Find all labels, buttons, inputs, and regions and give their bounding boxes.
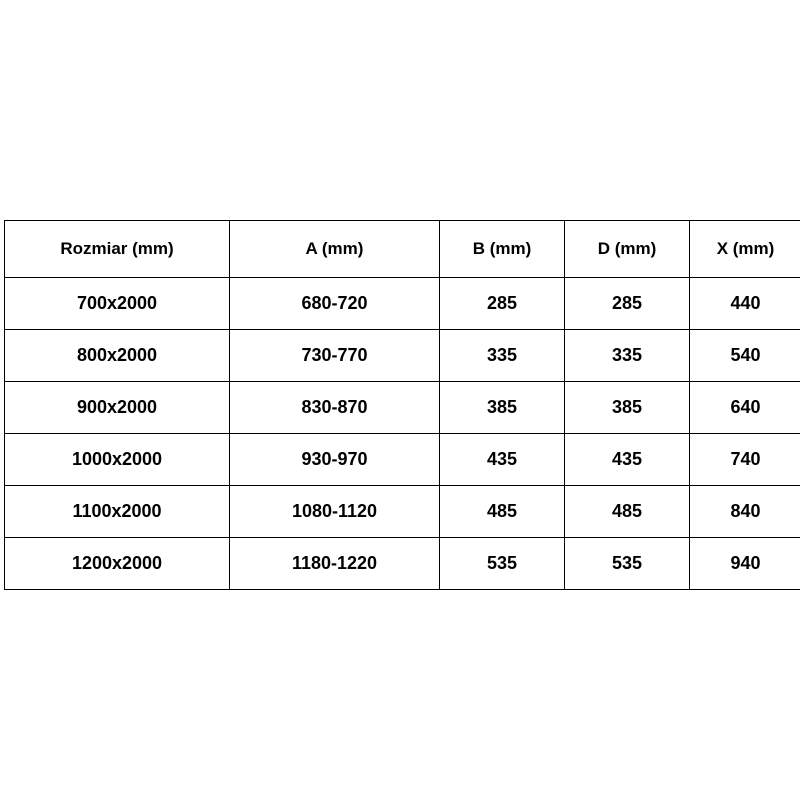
cell-d: 535 bbox=[565, 538, 690, 590]
column-header-d: D (mm) bbox=[565, 221, 690, 278]
cell-x: 640 bbox=[690, 382, 800, 434]
specification-table-container bbox=[4, 220, 796, 590]
table-body bbox=[5, 278, 800, 590]
cell-b: 285 bbox=[440, 278, 565, 330]
table-row bbox=[5, 278, 800, 330]
cell-b: 385 bbox=[440, 382, 565, 434]
cell-size: 700x2000 bbox=[5, 278, 230, 330]
cell-d: 285 bbox=[565, 278, 690, 330]
table-header-row bbox=[5, 221, 800, 278]
cell-size: 800x2000 bbox=[5, 330, 230, 382]
cell-d: 385 bbox=[565, 382, 690, 434]
column-header-size: Rozmiar (mm) bbox=[5, 221, 230, 278]
cell-x: 540 bbox=[690, 330, 800, 382]
cell-d: 335 bbox=[565, 330, 690, 382]
cell-size: 1000x2000 bbox=[5, 434, 230, 486]
table-header bbox=[5, 221, 800, 278]
cell-size: 1100x2000 bbox=[5, 486, 230, 538]
cell-size: 1200x2000 bbox=[5, 538, 230, 590]
cell-a: 730-770 bbox=[230, 330, 440, 382]
cell-a: 1080-1120 bbox=[230, 486, 440, 538]
cell-b: 335 bbox=[440, 330, 565, 382]
table-row bbox=[5, 330, 800, 382]
cell-a: 930-970 bbox=[230, 434, 440, 486]
table-row bbox=[5, 486, 800, 538]
cell-a: 830-870 bbox=[230, 382, 440, 434]
specification-table bbox=[4, 220, 800, 590]
column-header-a: A (mm) bbox=[230, 221, 440, 278]
cell-x: 940 bbox=[690, 538, 800, 590]
cell-x: 740 bbox=[690, 434, 800, 486]
cell-b: 485 bbox=[440, 486, 565, 538]
cell-b: 435 bbox=[440, 434, 565, 486]
cell-b: 535 bbox=[440, 538, 565, 590]
cell-size: 900x2000 bbox=[5, 382, 230, 434]
cell-x: 440 bbox=[690, 278, 800, 330]
column-header-x: X (mm) bbox=[690, 221, 800, 278]
table-row bbox=[5, 538, 800, 590]
cell-a: 1180-1220 bbox=[230, 538, 440, 590]
cell-d: 485 bbox=[565, 486, 690, 538]
cell-a: 680-720 bbox=[230, 278, 440, 330]
cell-d: 435 bbox=[565, 434, 690, 486]
column-header-b: B (mm) bbox=[440, 221, 565, 278]
table-row bbox=[5, 382, 800, 434]
cell-x: 840 bbox=[690, 486, 800, 538]
table-row bbox=[5, 434, 800, 486]
